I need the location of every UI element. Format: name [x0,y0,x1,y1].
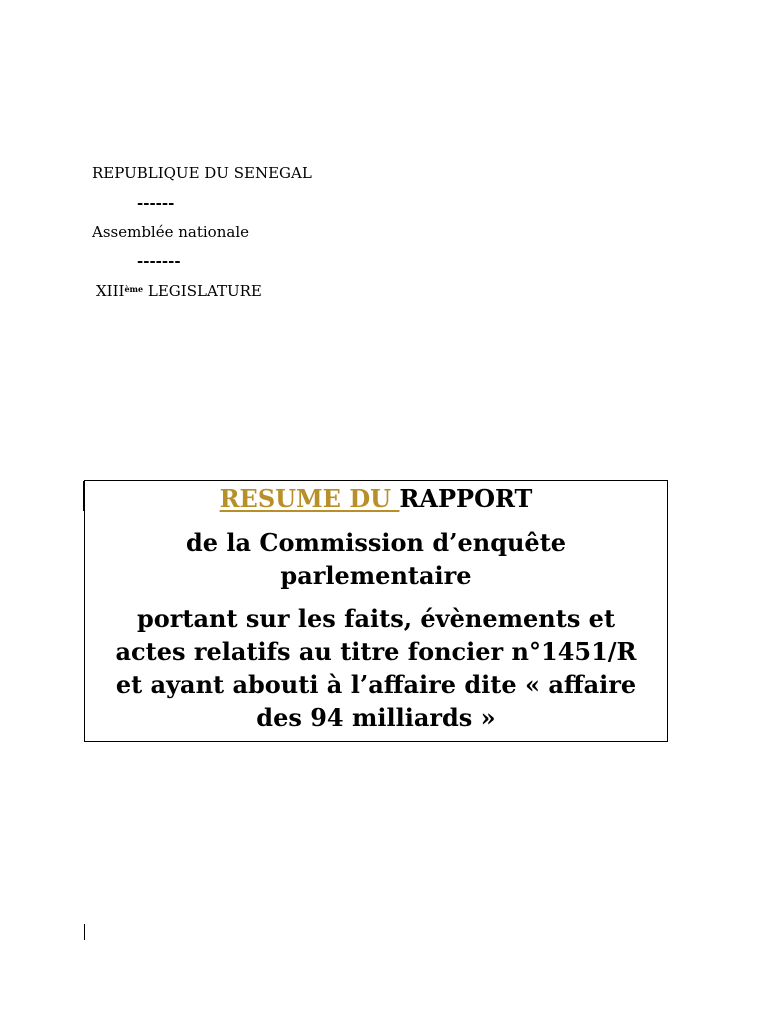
legislature [96,281,262,301]
report-subject [85,602,667,734]
separator-1: ------ [137,194,175,212]
legislature-label: LEGISLATURE [143,282,262,300]
title-accent-text: RESUME DU [219,484,400,513]
legislature-numeral: XIII [96,282,125,300]
subject-line-3: et ayant abouti à l’affaire dite « affaire [115,670,637,699]
commission-line-2: parlementaire [280,561,472,590]
text-cursor [84,924,85,940]
commission-line-1: de la Commission d’enquête [185,528,567,557]
commission-name [85,526,667,592]
legislature-superscript: ème [124,284,144,294]
subject-line-4: des 94 milliards » [256,703,496,732]
subject-line-1: portant sur les faits, évènements et [136,604,616,633]
institution-name: Assemblée nationale [92,223,249,241]
country-name: REPUBLIQUE DU SENEGAL [92,164,312,182]
separator-2: ------- [137,252,181,270]
subject-line-2: actes relatifs au titre foncier n°1451/R [115,637,637,666]
title-main-text: RAPPORT [399,484,533,513]
report-title-box [84,480,668,742]
report-title-heading [85,484,667,514]
